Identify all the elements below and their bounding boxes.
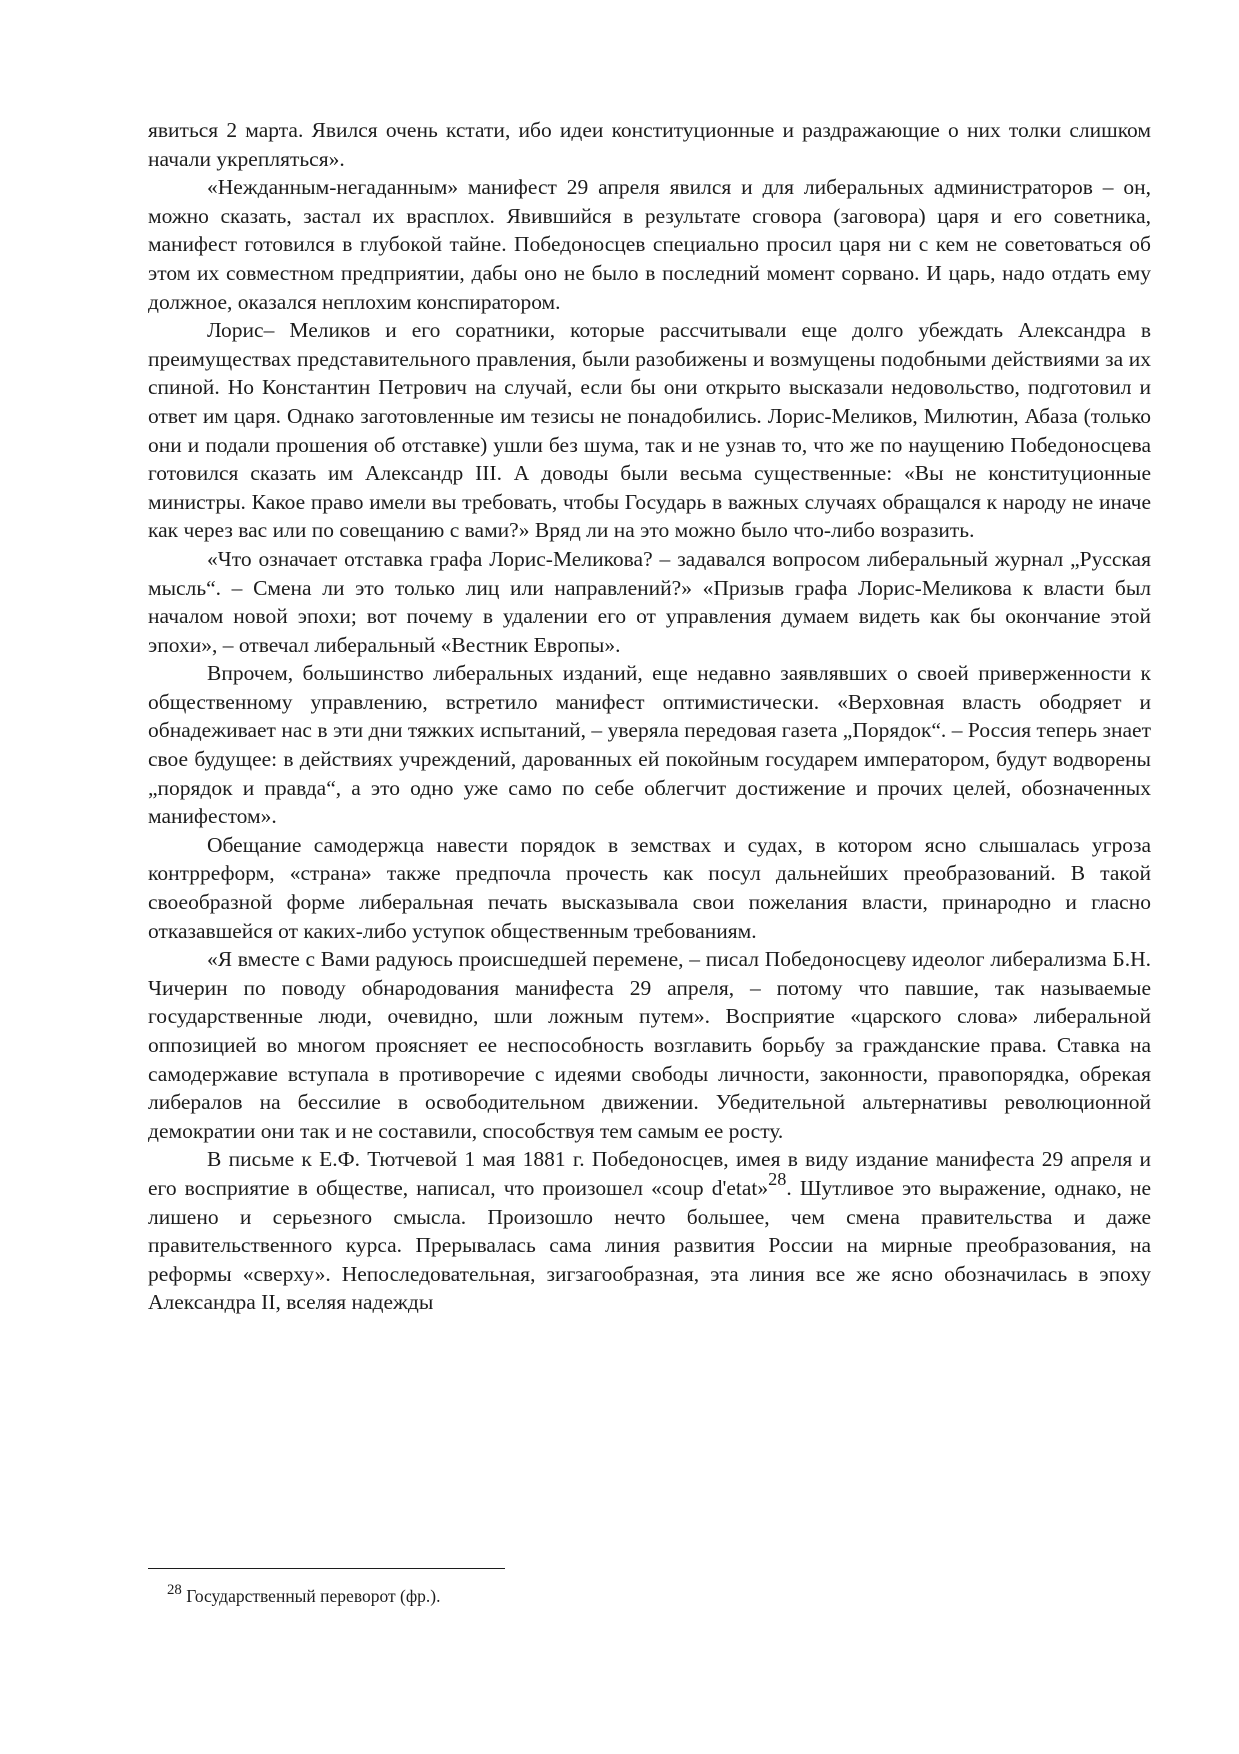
paragraph: «Нежданным-негаданным» манифест 29 апреля явился и для либеральных администраторов – он, можно сказать, застал их врасплох. Явившийся в результате сговора (заговора) царя и его советника, манифест готовился в глубокой тайне. Победоносцев специально просил царя ни с кем не советоваться об этом их совместном предприятии, дабы оно не было в последний момент сорвано. И царь, надо отдать ему должное, оказался неплохим конспиратором. — [148, 175, 1151, 314]
footnote-reference: 28 — [768, 1168, 787, 1189]
body-text — [148, 116, 1151, 1317]
footnote — [167, 1581, 1067, 1608]
paragraph-with-footnote-ref — [148, 1145, 1151, 1317]
footnote-separator — [148, 1568, 505, 1569]
paragraph-text-after-ref: . Шутливое это выражение, однако, не лишено и серьезного смысла. Произошло нечто большее, чем смена правительства и даже правительственного курса. Прерывалась сама линия развития России на мирные преобразования, на реформы «сверху». Непоследовательная, зигзагообразная, эта линия все же ясно обозначилась в эпоху Александра II, вселяя надежды — [148, 1175, 1152, 1315]
paragraph: Впрочем, большинство либеральных изданий, еще недавно заявлявших о своей приверженности к общественному управлению, встретило манифест оптимистически. «Верховная власть ободряет и обнадеживает нас в эти дни тяжких испытаний, – уверяла передовая газета „Порядок“. – Россия теперь знает свое будущее: в действиях учреждений, дарованных ей покойным государем императором, будут водворены „порядок и правда“, а это одно уже само по себе облегчит достижение и прочих целей, обозначенных манифестом». — [148, 661, 1151, 829]
paragraph: Лорис– Меликов и его соратники, которые рассчитывали еще долго убеждать Александра в преимуществах представительного правления, были разобижены и возмущены подобными действиями за их спиной. Но Константин Петрович на случай, если бы они открыто высказали недовольство, подготовил и ответ им царя. Однако заготовленные им тезисы не понадобились. Лорис-Меликов, Милютин, Абаза (только они и подали прошения об отставке) ушли без шума, так и не узнав то, что же по наущению Победоносцева готовился сказать им Александр III. А доводы были весьма существенные: «Вы не конституционные министры. Какое право имели вы требовать, чтобы Государь в важных случаях обращался к народу не иначе как через вас или по совещанию с вами?» Вряд ли на это можно было что-либо возразить. — [148, 318, 1151, 543]
paragraph: «Что означает отставка графа Лорис-Меликова? – задавался вопросом либеральный журнал „Русская мысль“. – Смена ли это только лиц или направлений?» «Призыв графа Лорис-Меликова к власти был началом новой эпохи; вот почему в удалении его от управления думаем видеть как бы окончание этой эпохи», – отвечал либеральный «Вестник Европы». — [148, 546, 1151, 657]
footnote-text: Государственный переворот (фр.). — [181, 1586, 441, 1606]
paragraph: Обещание самодержца навести порядок в земствах и судах, в котором ясно слышалась угроза контрреформ, «страна» также предпочла прочесть как посул дальнейших преобразований. В такой своеобразной форме либеральная печать высказывала свои пожелания власти, принародно и гласно отказавшейся от каких-либо уступок общественным требованиям. — [148, 832, 1151, 943]
paragraph-continuation: явиться 2 марта. Явился очень кстати, ибо идеи конституционные и раздражающие о них толки слишком начали укрепляться». — [148, 118, 1151, 171]
footnote-number: 28 — [167, 1581, 182, 1598]
paragraph: «Я вместе с Вами радуюсь происшедшей перемене, – писал Победоносцеву идеолог либерализма Б.Н. Чичерин по поводу обнародования манифеста 29 апреля, – потому что павшие, так называемые государственные люди, очевидно, шли ложным путем». Восприятие «царского слова» либеральной оппозицией во многом проясняет ее неспособность возглавить борьбу за гражданские права. Ставка на самодержавие вступала в противоречие с идеями свободы личности, законности, правопорядка, обрекая либералов на бессилие в освободительном движении. Убедительной альтернативы революционной демократии они так и не составили, способствуя тем самым ее росту. — [148, 947, 1151, 1143]
paragraph-text-before-ref: В письме к Е.Ф. Тютчевой 1 мая 1881 г. Победоносцев, имея в виду издание манифеста 29 апреля и его восприятие в обществе, написал, что произошел «coup d'etat» — [148, 1147, 1151, 1200]
